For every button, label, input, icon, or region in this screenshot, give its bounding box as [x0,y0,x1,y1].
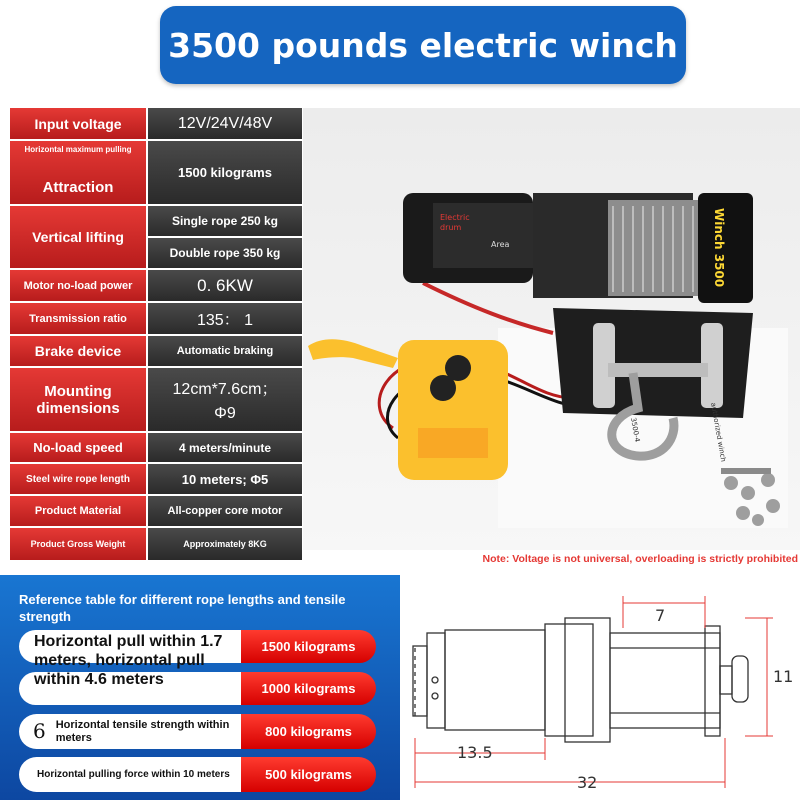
reference-row-1-text: Horizontal pull within 1.7 meters, horizontal pull within 4.6 meters [34,633,223,688]
page-title: 3500 pounds electric winch [168,25,678,65]
spec-value-single-rope: Single rope 250 kg [148,206,302,238]
spec-value: 12cm*7.6cm； [172,381,278,398]
spec-label: Attraction [42,179,114,196]
spec-label: Input voltage [10,108,146,141]
spec-value: Approximately 8KG [148,528,302,562]
spec-label: Transmission ratio [10,303,146,336]
product-photo [303,108,800,550]
hook-label-text: 3500-4 [629,416,642,443]
dim-label-bottom: 32 [577,773,598,792]
spec-row-mounting-dimensions [10,368,302,433]
reference-row-1-value: 1500 kilograms [241,630,376,663]
spec-label: Brake device [10,336,146,368]
spec-label-block [10,141,146,206]
spec-label: Steel wire rope length [10,464,146,496]
motor-label-text: Area [491,240,510,249]
spec-row-no-load-speed [10,433,302,464]
spec-value: 1500 kilograms [148,141,302,206]
spec-value: 10 meters; Φ5 [148,464,302,496]
drawing-knob [732,656,748,702]
drawing-end-plate [705,626,720,736]
drawing-motor-flange [427,633,445,728]
reference-row-4-left: Horizontal pulling force within 10 meters [19,757,241,792]
spec-label: Product Material [10,496,146,528]
spec-row-input-voltage [10,108,302,141]
spec-row-gross-weight [10,528,302,562]
drawing-gear-box [565,618,610,742]
spec-value: All-copper core motor [148,496,302,528]
spec-row-transmission-ratio [10,303,302,336]
dimension-diagram [405,588,797,798]
spec-label: Vertical lifting [10,206,146,270]
reference-row-2-value: 1000 kilograms [241,672,376,705]
roller-bar [608,363,708,377]
title-banner [160,6,686,84]
reference-row-3-number: 6 [33,719,46,743]
motor-label-text: drum [440,223,462,232]
spec-label: Motor no-load power [10,270,146,303]
drawing-drum [610,633,720,728]
warning-note: Note: Voltage is not universal, overloading is strictly prohibited [482,553,798,565]
drawing-bolt [720,666,732,694]
spec-row-motor-power [10,270,302,303]
dim-label-right: 11 [773,667,794,686]
spec-label: Mounting dimensions [10,368,146,433]
motor-label-text: Electric [440,213,470,222]
dim-label-top: 7 [655,606,666,625]
spec-label: No-load speed [10,433,146,464]
spec-label: Product Gross Weight [10,528,146,562]
remote-grip [418,428,488,458]
remote-handle [308,339,398,368]
spec-value-block [148,368,302,433]
spec-value: Automatic braking [148,336,302,368]
drawing-gear-housing [545,624,593,736]
winch-drawing [405,588,797,798]
reference-row-3-value: 800 kilograms [241,714,376,749]
spec-row-brake-device [10,336,302,368]
spec-value: 135： 1 [148,303,302,336]
dim-label-mid: 13.5 [457,743,493,762]
reference-row-4-value: 500 kilograms [241,757,376,792]
reference-row-3-left [19,714,241,749]
reference-row-3-text: Horizontal tensile strength within meters [55,718,230,744]
spec-row-vertical-lifting [10,206,302,270]
spec-value: 12V/24V/48V [148,108,302,141]
spec-value-double-rope: Double rope 350 kg [148,238,302,270]
drum-label-text: Winch 3500 [712,208,726,288]
winch-illustration [303,108,800,550]
spec-row-rope-length [10,464,302,496]
spec-row-attraction [10,141,302,206]
spec-value-diameter: Φ9 [214,405,236,422]
spec-value: 0. 6KW [148,270,302,303]
remote-button [430,375,456,401]
reference-heading: Reference table for different rope lengths and tensile strength [19,592,346,624]
spec-label-small: Horizontal maximum pulling [24,145,132,154]
drawing-motor-body [445,630,545,730]
hook-side-text: authorized winch [709,401,728,463]
spec-value: 4 meters/minute [148,433,302,464]
spec-row-product-material [10,496,302,528]
